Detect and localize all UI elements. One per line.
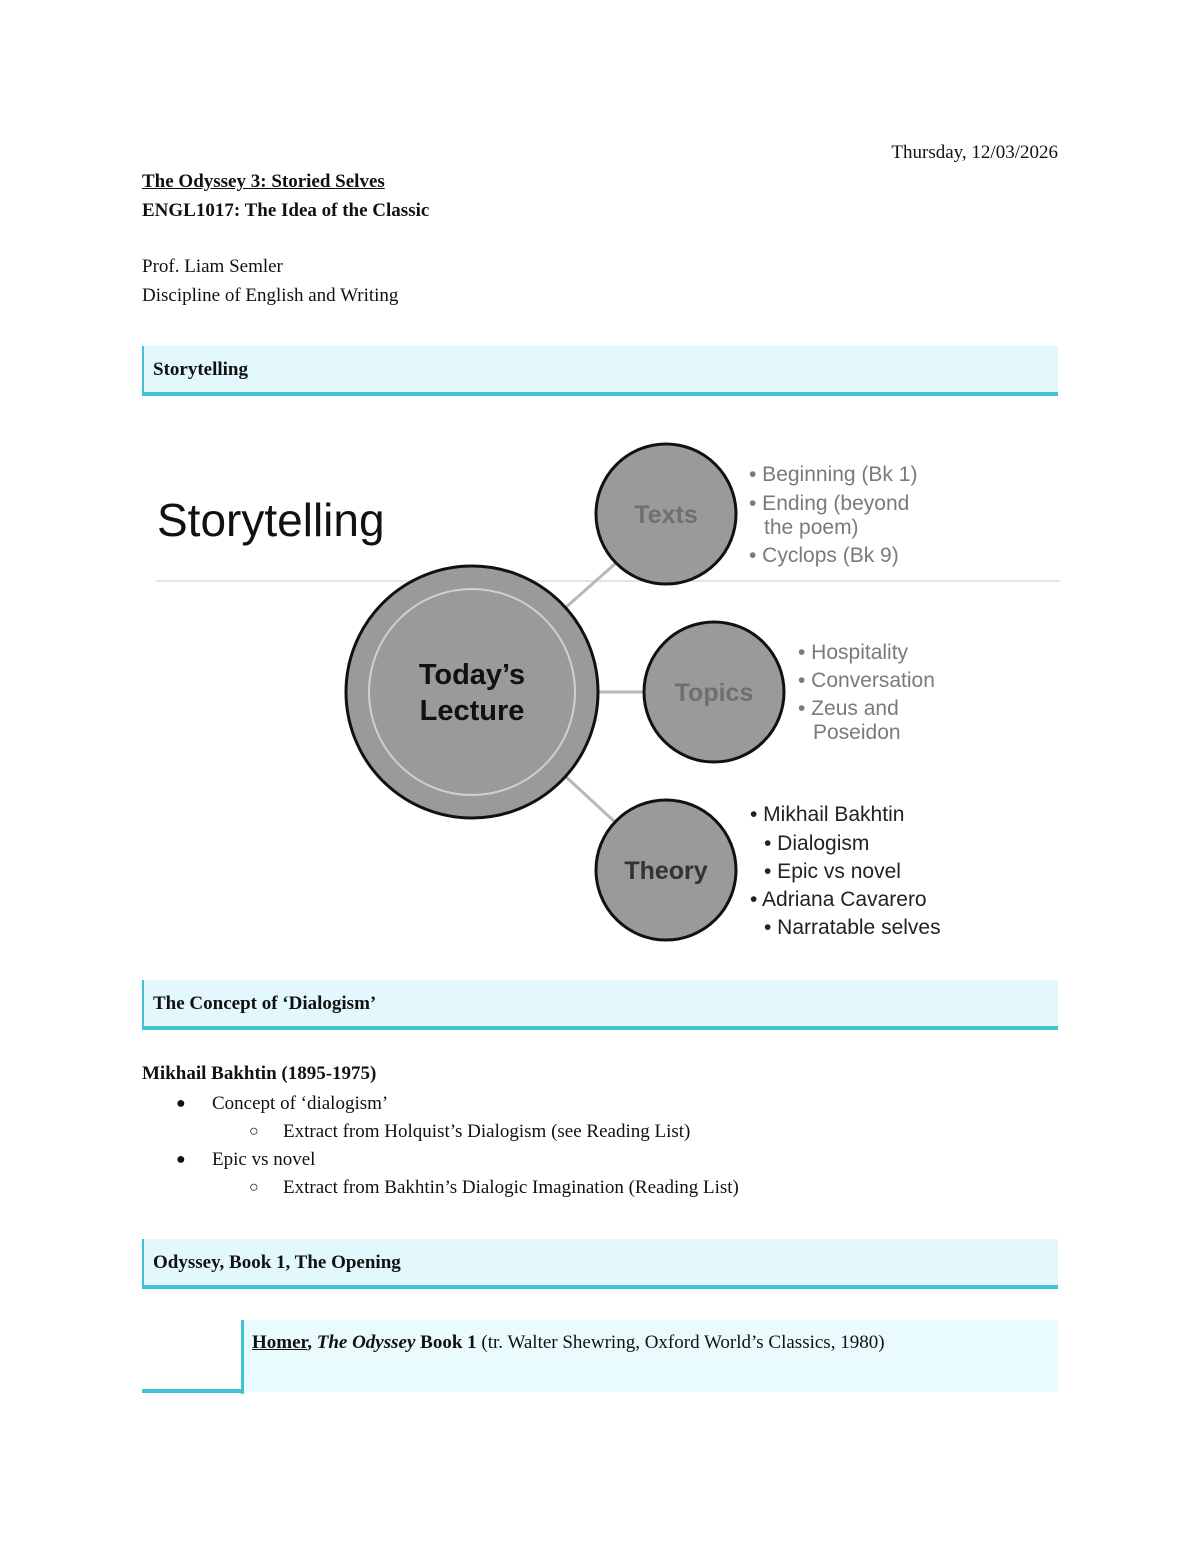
reference-separator: , xyxy=(307,1332,317,1353)
topics-label: Topics xyxy=(674,679,754,707)
section-heading: Storytelling xyxy=(153,359,248,380)
center-circle xyxy=(346,566,598,818)
texts-item: • Beginning (Bk 1) xyxy=(749,463,918,486)
hollow-bullet-icon: ○ xyxy=(249,1179,259,1196)
lecture-title: The Odyssey 3: Storied Selves xyxy=(142,171,385,192)
diagram-heading: Storytelling xyxy=(157,494,385,546)
topics-item: • Hospitality xyxy=(798,641,909,664)
course-title: ENGL1017: The Idea of the Classic xyxy=(142,200,430,221)
list-item xyxy=(142,1148,739,1176)
department-name: Discipline of English and Writing xyxy=(142,285,399,306)
bakhtin-heading: Mikhail Bakhtin (1895-1975) xyxy=(142,1063,377,1084)
topics-item: • Conversation xyxy=(798,669,935,692)
theory-label: Theory xyxy=(624,857,708,885)
reference-left-border xyxy=(241,1320,244,1394)
center-label-line1: Today’s xyxy=(418,659,526,691)
reference-citation xyxy=(252,1332,885,1354)
topics-item: • Zeus and xyxy=(798,697,899,720)
filled-bullet-icon: ● xyxy=(176,1151,186,1168)
connector-theory xyxy=(564,775,616,823)
texts-label: Texts xyxy=(634,501,698,529)
texts-item: • Ending (beyond xyxy=(749,492,910,515)
connector-texts xyxy=(564,563,616,609)
section-heading: Odyssey, Book 1, The Opening xyxy=(153,1252,401,1273)
reference-book-title: The Odyssey xyxy=(316,1332,416,1353)
list-item xyxy=(142,1176,739,1204)
bakhtin-list xyxy=(142,1092,739,1204)
theory-item: • Adriana Cavarero xyxy=(750,888,927,911)
storytelling-diagram xyxy=(150,432,1070,952)
section-dialogism xyxy=(142,980,1058,1030)
theory-item: • Epic vs novel xyxy=(764,860,901,883)
reference-details: (tr. Walter Shewring, Oxford World’s Classics, 1980) xyxy=(476,1332,885,1353)
list-item xyxy=(142,1120,739,1148)
professor-name: Prof. Liam Semler xyxy=(142,256,283,277)
center-label-line2: Lecture xyxy=(419,695,525,727)
theory-item: • Narratable selves xyxy=(764,916,941,939)
texts-item: the poem) xyxy=(764,516,859,539)
filled-bullet-icon: ● xyxy=(176,1095,186,1112)
section-storytelling xyxy=(142,346,1058,396)
theory-item: • Mikhail Bakhtin xyxy=(750,803,905,826)
list-item-text: Extract from Holquist’s Dialogism (see Reading List) xyxy=(283,1121,691,1142)
section-odyssey-book1 xyxy=(142,1239,1058,1289)
hollow-bullet-icon: ○ xyxy=(249,1123,259,1140)
reference-box xyxy=(242,1320,1058,1392)
theory-item: • Dialogism xyxy=(764,832,870,855)
texts-item: • Cyclops (Bk 9) xyxy=(749,544,899,567)
section-heading: The Concept of ‘Dialogism’ xyxy=(153,993,377,1014)
list-item-text: Concept of ‘dialogism’ xyxy=(212,1093,389,1114)
reference-book-number: Book 1 xyxy=(415,1332,477,1353)
list-item-text: Epic vs novel xyxy=(212,1149,316,1170)
topics-item: Poseidon xyxy=(813,721,901,744)
lecture-date: Thursday, 12/03/2026 xyxy=(891,142,1058,163)
list-item-text: Extract from Bakhtin’s Dialogic Imagination (Reading List) xyxy=(283,1177,739,1198)
reference-bottom-border xyxy=(142,1389,243,1393)
reference-author: Homer xyxy=(252,1332,308,1353)
list-item xyxy=(142,1092,739,1120)
